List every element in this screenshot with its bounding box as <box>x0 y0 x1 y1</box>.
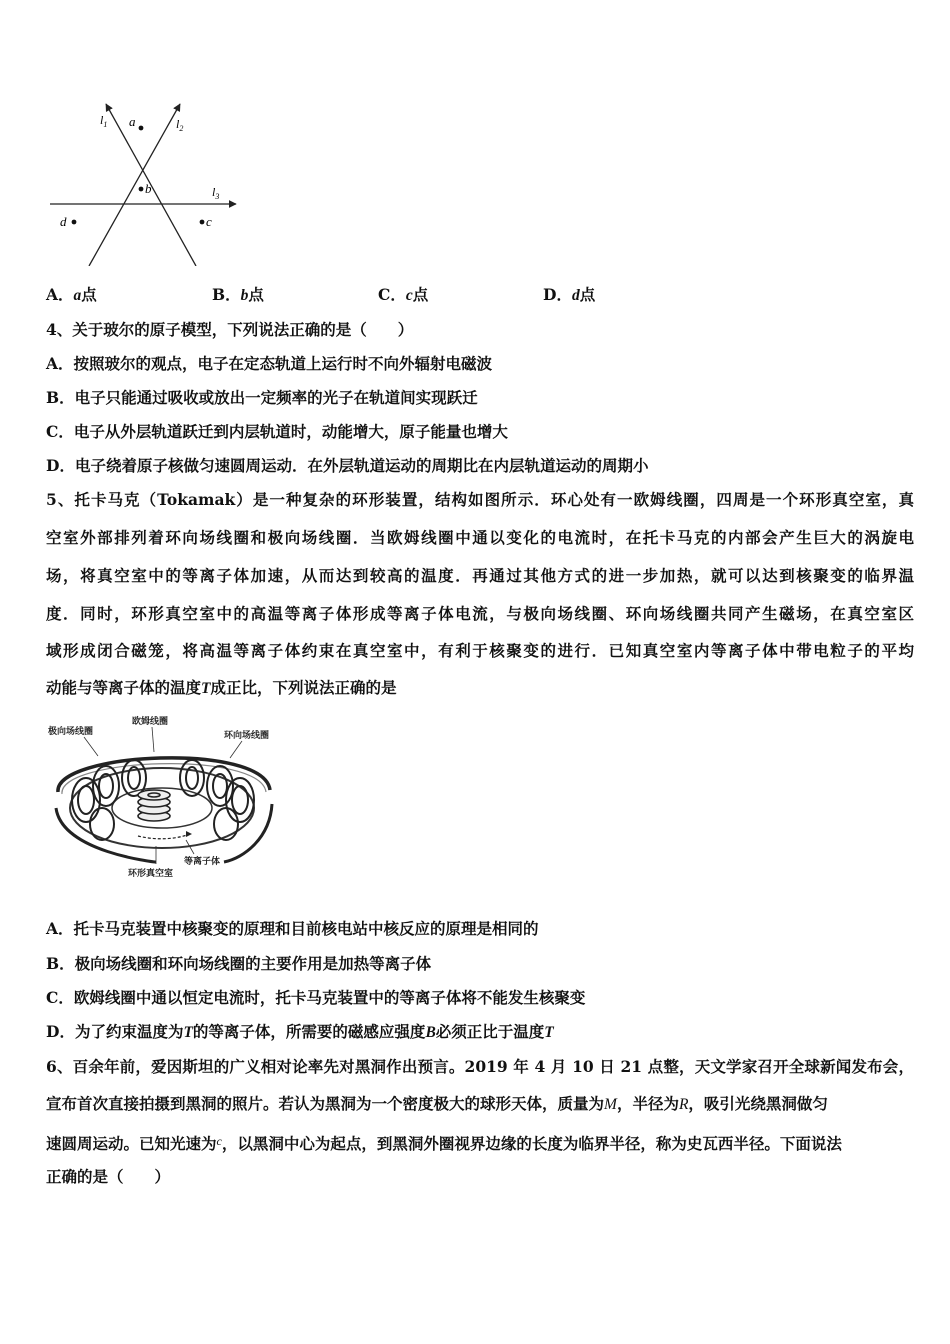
q3-lines-figure <box>44 96 244 266</box>
q5-option-a[interactable]: A．托卡马克装置中核聚变的原理和目前核电站中核反应的原理是相同的 <box>46 919 539 938</box>
q5-stem-line-5: 域形成闭合磁笼，将高温等离子体约束在真空室中，有利于核聚变的进行．已知真空室内等离子体中带电粒子的平均 <box>46 641 914 660</box>
q5-stem-line-6: 动能与等离子体的温度T成正比，下列说法正确的是 <box>46 678 397 697</box>
label-ohmic-coil: 欧姆线圈 <box>132 717 169 727</box>
q5-option-d[interactable]: D．为了约束温度为T的等离子体，所需要的磁感应强度B必须正比于温度T <box>46 1022 554 1041</box>
q3-option-c[interactable]: C．c点 <box>378 285 429 304</box>
point-c <box>200 220 205 225</box>
q6-stem-line-3: 速圆周运动。已知光速为$^c$，以黑洞中心为起点，到黑洞外圈视界边缘的长度为临界半径，称为史瓦西半径。下面说法 <box>46 1134 842 1153</box>
q6-stem-line-1: 6、百余年前，爱因斯坦的广义相对论率先对黑洞作出预言。2019 年 4 月 10 日 21 点整，天文学家召开全球新闻发布会， <box>46 1057 914 1076</box>
ohmic-coil <box>138 790 170 821</box>
q3-option-d[interactable]: D．d点 <box>543 285 596 304</box>
label-d: d <box>60 214 67 229</box>
label-l3: $l_3$ <box>212 185 220 201</box>
q6-stem-line-2: 宣布首次直接拍摄到黑洞的照片。若认为黑洞为一个密度极大的球形天体，质量为M，半径为R，吸引光绕黑洞做匀 <box>46 1094 828 1113</box>
label-c: c <box>206 214 212 229</box>
point-b <box>139 187 144 192</box>
q5-stem-line-1: 5、托卡马克（Tokamak）是一种复杂的环形装置，结构如图所示．环心处有一欧姆线圈，四周是一个环形真空室，真 <box>46 490 914 509</box>
q5-stem-line-4: 度．同时，环形真空室中的高温等离子体形成等离子体电流，与极向场线圈、环向场线圈共同产生磁场，在真空室区 <box>46 604 914 623</box>
q4-stem: 4、关于玻尔的原子模型，下列说法正确的是（ ） <box>46 320 414 339</box>
label-b: b <box>145 181 152 196</box>
point-a <box>139 126 144 131</box>
q3-option-a[interactable]: A．a点 <box>46 285 97 304</box>
label-poloidal-coil: 极向场线圈 <box>48 727 94 737</box>
q4-option-d[interactable]: D．电子绕着原子核做匀速圆周运动．在外层轨道运动的周期比在内层轨道运动的周期小 <box>46 456 649 475</box>
tokamak-figure <box>44 712 284 882</box>
q4-option-a[interactable]: A．按照玻尔的观点，电子在定态轨道上运行时不向外辐射电磁波 <box>46 354 493 373</box>
label-l2: $l_2$ <box>176 117 184 133</box>
q4-option-b[interactable]: B．电子只能通过吸收或放出一定频率的光子在轨道间实现跃迁 <box>46 388 478 407</box>
label-plasma: 等离子体 <box>184 857 221 867</box>
q5-option-c[interactable]: C．欧姆线圈中通以恒定电流时，托卡马克装置中的等离子体将不能发生核聚变 <box>46 988 586 1007</box>
q4-option-c[interactable]: C．电子从外层轨道跃迁到内层轨道时，动能增大，原子能量也增大 <box>46 422 508 441</box>
label-toroidal-coil: 环向场线圈 <box>224 731 270 741</box>
q5-option-b[interactable]: B．极向场线圈和环向场线圈的主要作用是加热等离子体 <box>46 954 432 973</box>
q5-stem-line-2: 空室外部排列着环向场线圈和极向场线圈．当欧姆线圈中通以变化的电流时，在托卡马克的内部会产生巨大的涡旋电 <box>46 528 914 547</box>
q6-stem-line-4: 正确的是（ ） <box>46 1167 171 1186</box>
q5-stem-line-3: 场，将真空室中的等离子体加速，从而达到较高的温度．再通过其他方式的进一步加热，就可以达到核聚变的临界温 <box>46 566 914 585</box>
label-vacuum-chamber: 环形真空室 <box>128 869 174 879</box>
label-a: a <box>129 114 136 129</box>
q3-option-b[interactable]: B．b点 <box>212 285 264 304</box>
label-l1: $l_1$ <box>100 113 108 129</box>
point-d <box>72 220 77 225</box>
